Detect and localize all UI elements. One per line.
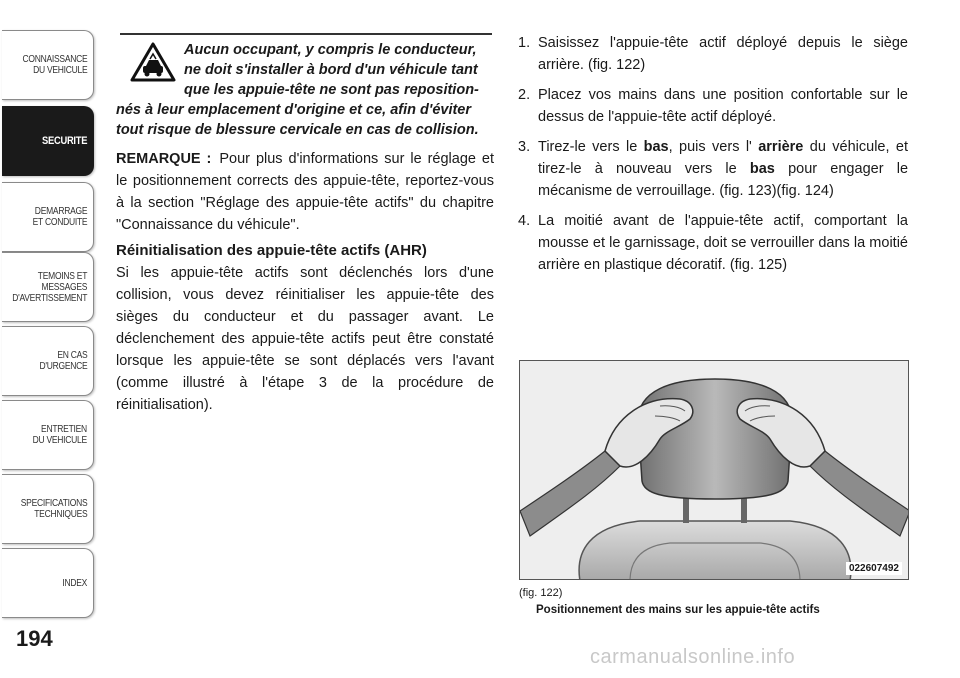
step-text-part: pour engager le mécanisme de verrouillage. (fig. 123)(fig. 124) — [538, 161, 909, 199]
remarque-note — [116, 148, 494, 236]
step-item — [518, 84, 908, 128]
step-item — [518, 210, 908, 276]
tab-index[interactable] — [2, 548, 94, 618]
warning-line: nés à leur emplacement d'origine et ce, afin d'éviter — [116, 102, 472, 118]
step-emphasis: bas — [643, 139, 669, 155]
step-emphasis: arrière — [758, 139, 804, 155]
tab-label: DEMARRAGE ET CONDUITE — [32, 206, 87, 228]
step-item — [518, 136, 908, 202]
tab-specifications-techniques[interactable] — [2, 474, 94, 544]
tab-label: EN CAS D'URGENCE — [39, 350, 87, 372]
warning-text — [116, 40, 492, 140]
tab-en-cas-d-urgence[interactable] — [2, 326, 94, 396]
warning-line: ne doit s'installer à bord d'un véhicule tant — [184, 62, 478, 78]
procedure-steps — [518, 32, 908, 284]
watermark: carmanualsonline.info — [590, 646, 796, 668]
figure-caption: Positionnement des mains sur les appuie-tête actifs — [536, 604, 820, 616]
tab-demarrage-et-conduite[interactable] — [2, 182, 94, 252]
step-item — [518, 32, 908, 76]
page-number: 194 — [16, 626, 53, 651]
step-number: 4. — [518, 213, 531, 229]
warning-divider — [120, 33, 492, 35]
figure-code: 022607492 — [846, 562, 902, 575]
tab-label: CONNAISSANCE DU VEHICULE — [22, 54, 87, 76]
tab-label: INDEX — [62, 577, 87, 589]
step-text: Placez vos mains dans une position confortable sur le dessus de l'appuie-tête actif déployé. — [538, 87, 908, 125]
remarque-label: REMARQUE : — [116, 151, 212, 167]
warning-line: Aucun occupant, y compris le conducteur, — [184, 42, 477, 58]
tab-label: SPECIFICATIONS TECHNIQUES — [20, 498, 87, 520]
tab-label: TEMOINS ET MESSAGES D'AVERTISSEMENT — [12, 270, 87, 304]
warning-line: tout risque de blessure cervicale en cas de collision. — [116, 122, 479, 138]
step-text: Saisissez l'appuie-tête actif déployé depuis le siège arrière. (fig. 122) — [538, 35, 908, 73]
section-body: Si les appuie-tête actifs sont déclenchés lors d'une collision, vous devez réinitialiser les appuie-tête des sièges du conducteur et du passager avant. Le déclenchement des appuie-tête actifs peut être constaté lorsque les appuie-tête se sont déplacés vers l'avant (comme illustré à l'étape 3 de la procédure de réinitialisation). — [116, 265, 494, 413]
headrest-hands-illustration — [520, 361, 909, 580]
tab-label: ENTRETIEN DU VEHICULE — [32, 424, 87, 446]
tab-connaissance-du-vehicule[interactable] — [2, 30, 94, 100]
tab-securite[interactable] — [2, 106, 94, 176]
remarque-text: Pour plus d'informations sur le réglage et le positionnement corrects des appuie-tête, reportez-vous à la section "Réglage des appuie-tête actifs" du chapitre "Connaissance du véhicule". — [116, 151, 494, 233]
step-emphasis: bas — [749, 161, 775, 177]
chapter-sidebar — [0, 0, 98, 678]
figure-illustration — [519, 360, 909, 580]
step-text-part: du véhicule, et tirez-le à nouveau vers le — [538, 139, 908, 177]
step-number: 3. — [518, 139, 531, 155]
section-heading: Réinitialisation des appuie-tête actifs (AHR) — [116, 242, 427, 259]
tab-entretien-du-vehicule[interactable] — [2, 400, 94, 470]
step-text: La moitié avant de l'appuie-tête actif, comportant la mousse et le garnissage, doit se verrouiller dans la moitié arrière en plastique décoratif. (fig. 125) — [538, 213, 908, 273]
figure-reference: (fig. 122) — [519, 587, 563, 599]
step-text-part: , puis vers l' — [668, 139, 759, 155]
step-number: 1. — [518, 35, 531, 51]
step-text-part: Tirez-le vers le — [538, 139, 644, 155]
tab-temoins-et-messages[interactable] — [2, 252, 94, 322]
tab-label: SECURITE — [41, 134, 87, 147]
step-text — [538, 139, 908, 199]
step-number: 2. — [518, 87, 531, 103]
warning-line: que les appuie-tête ne sont pas reposition- — [184, 82, 479, 98]
